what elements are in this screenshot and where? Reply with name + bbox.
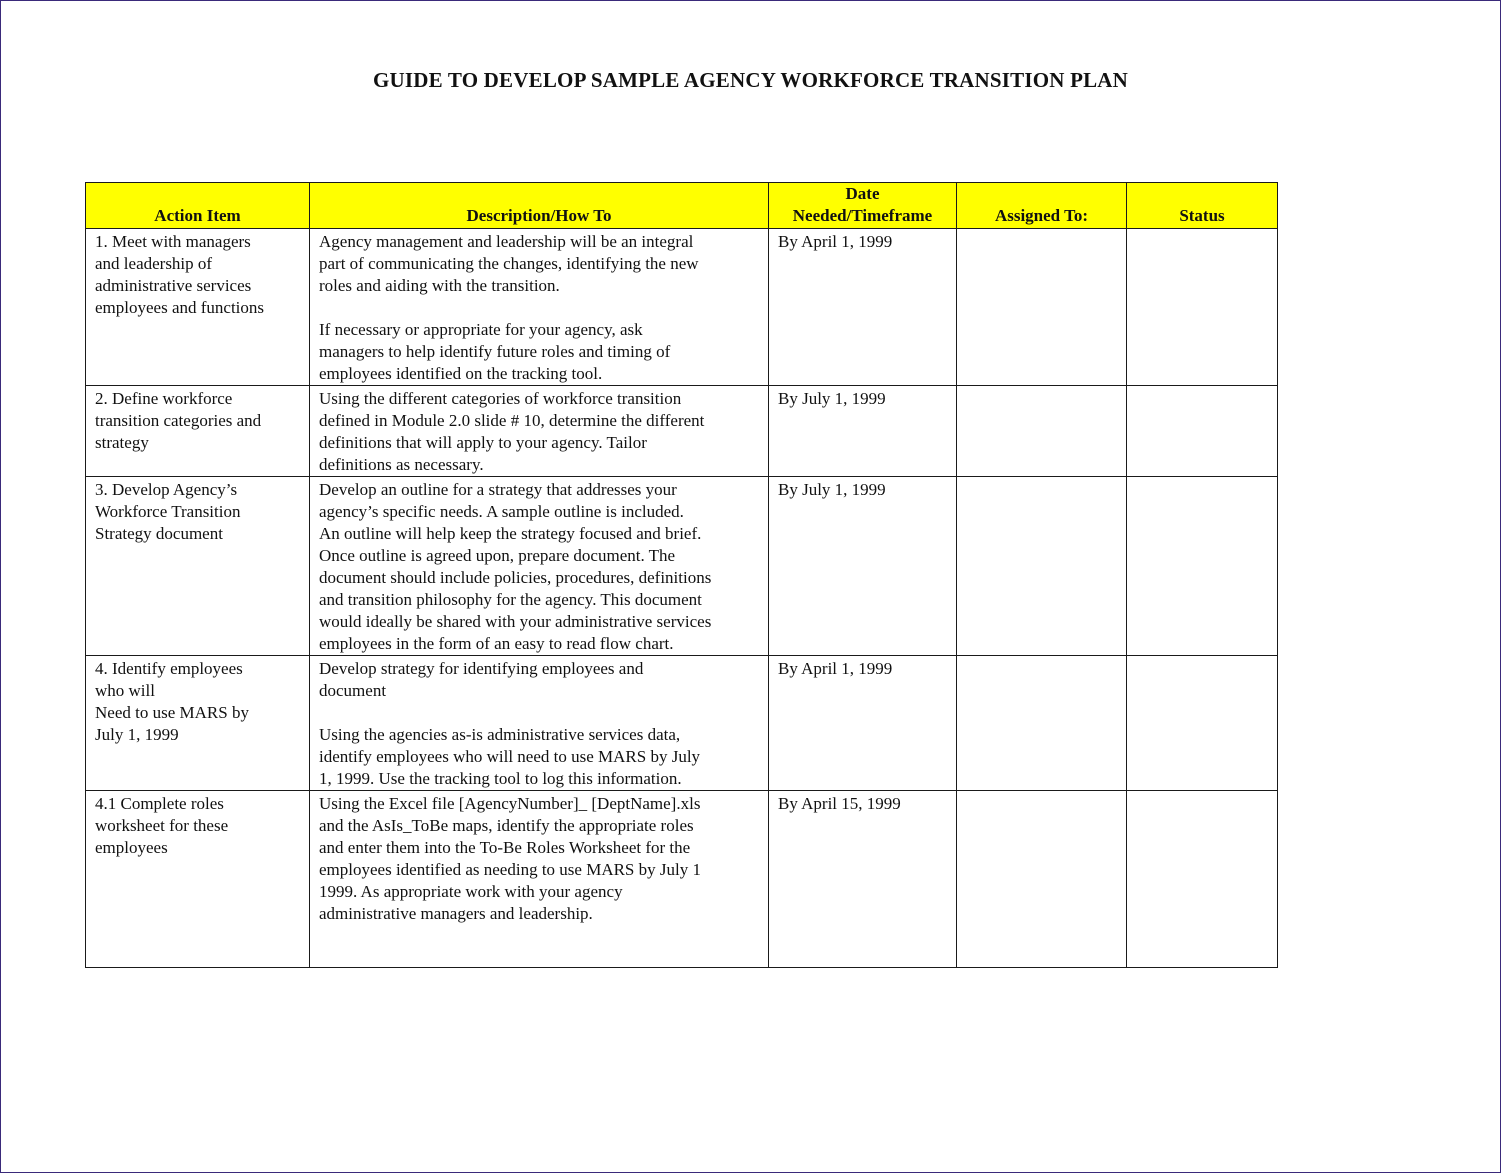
description-cell: Develop an outline for a strategy that addresses your agency’s specific needs. A sample outline is included. An outline will help keep the strategy focused and brief. Once outline is agreed upon, prepare document. The document should include policies, procedures, definitions and transition philosophy for the agency. This document would ideally be shared with your administrative services employees in the form of an easy to read flow chart. — [310, 477, 769, 656]
table-row — [86, 656, 1278, 791]
assigned-to-cell — [957, 229, 1127, 386]
action-item-cell: 3. Develop Agency’s Workforce Transition Strategy document — [86, 477, 310, 656]
transition-plan-table — [85, 182, 1278, 968]
description-cell: Agency management and leadership will be an integral part of communicating the changes, identifying the new roles and aiding with the transition. If necessary or appropriate for your agency, ask managers to help identify future roles and timing of employees identified on the tracking tool. — [310, 229, 769, 386]
header-date-needed: Date Needed/Timeframe — [769, 183, 957, 229]
date-cell: By July 1, 1999 — [769, 386, 957, 477]
date-cell: By July 1, 1999 — [769, 477, 957, 656]
document-title: GUIDE TO DEVELOP SAMPLE AGENCY WORKFORCE TRANSITION PLAN — [372, 68, 1129, 92]
table-row — [86, 791, 1278, 968]
status-cell — [1127, 386, 1278, 477]
description-cell: Develop strategy for identifying employees and document Using the agencies as-is administrative services data, identify employees who will need to use MARS by July 1, 1999. Use the tracking tool to log this information. — [310, 656, 769, 791]
status-cell — [1127, 791, 1278, 968]
description-cell: Using the different categories of workforce transition defined in Module 2.0 slide # 10, determine the different definitions that will apply to your agency. Tailor definitions as necessary. — [310, 386, 769, 477]
action-item-cell: 4.1 Complete roles worksheet for these employees — [86, 791, 310, 968]
action-item-cell: 4. Identify employees who will Need to use MARS by July 1, 1999 — [86, 656, 310, 791]
date-cell: By April 1, 1999 — [769, 229, 957, 386]
assigned-to-cell — [957, 477, 1127, 656]
assigned-to-cell — [957, 791, 1127, 968]
table-row — [86, 386, 1278, 477]
table-row — [86, 229, 1278, 386]
date-cell: By April 15, 1999 — [769, 791, 957, 968]
status-cell — [1127, 656, 1278, 791]
header-description: Description/How To — [310, 183, 769, 229]
header-assigned-to: Assigned To: — [957, 183, 1127, 229]
action-item-cell: 1. Meet with managers and leadership of administrative services employees and functions — [86, 229, 310, 386]
description-cell: Using the Excel file [AgencyNumber]_ [DeptName].xls and the AsIs_ToBe maps, identify the appropriate roles and enter them into the To-Be Roles Worksheet for the employees identified as needing to use MARS by July 1 1999. As appropriate work with your agency administrative managers and leadership. — [310, 791, 769, 968]
table-row — [86, 477, 1278, 656]
status-cell — [1127, 477, 1278, 656]
date-cell: By April 1, 1999 — [769, 656, 957, 791]
assigned-to-cell — [957, 656, 1127, 791]
assigned-to-cell — [957, 386, 1127, 477]
status-cell — [1127, 229, 1278, 386]
action-item-cell: 2. Define workforce transition categories and strategy — [86, 386, 310, 477]
header-status: Status — [1127, 183, 1278, 229]
table-header-row — [86, 183, 1278, 229]
header-action-item: Action Item — [86, 183, 310, 229]
